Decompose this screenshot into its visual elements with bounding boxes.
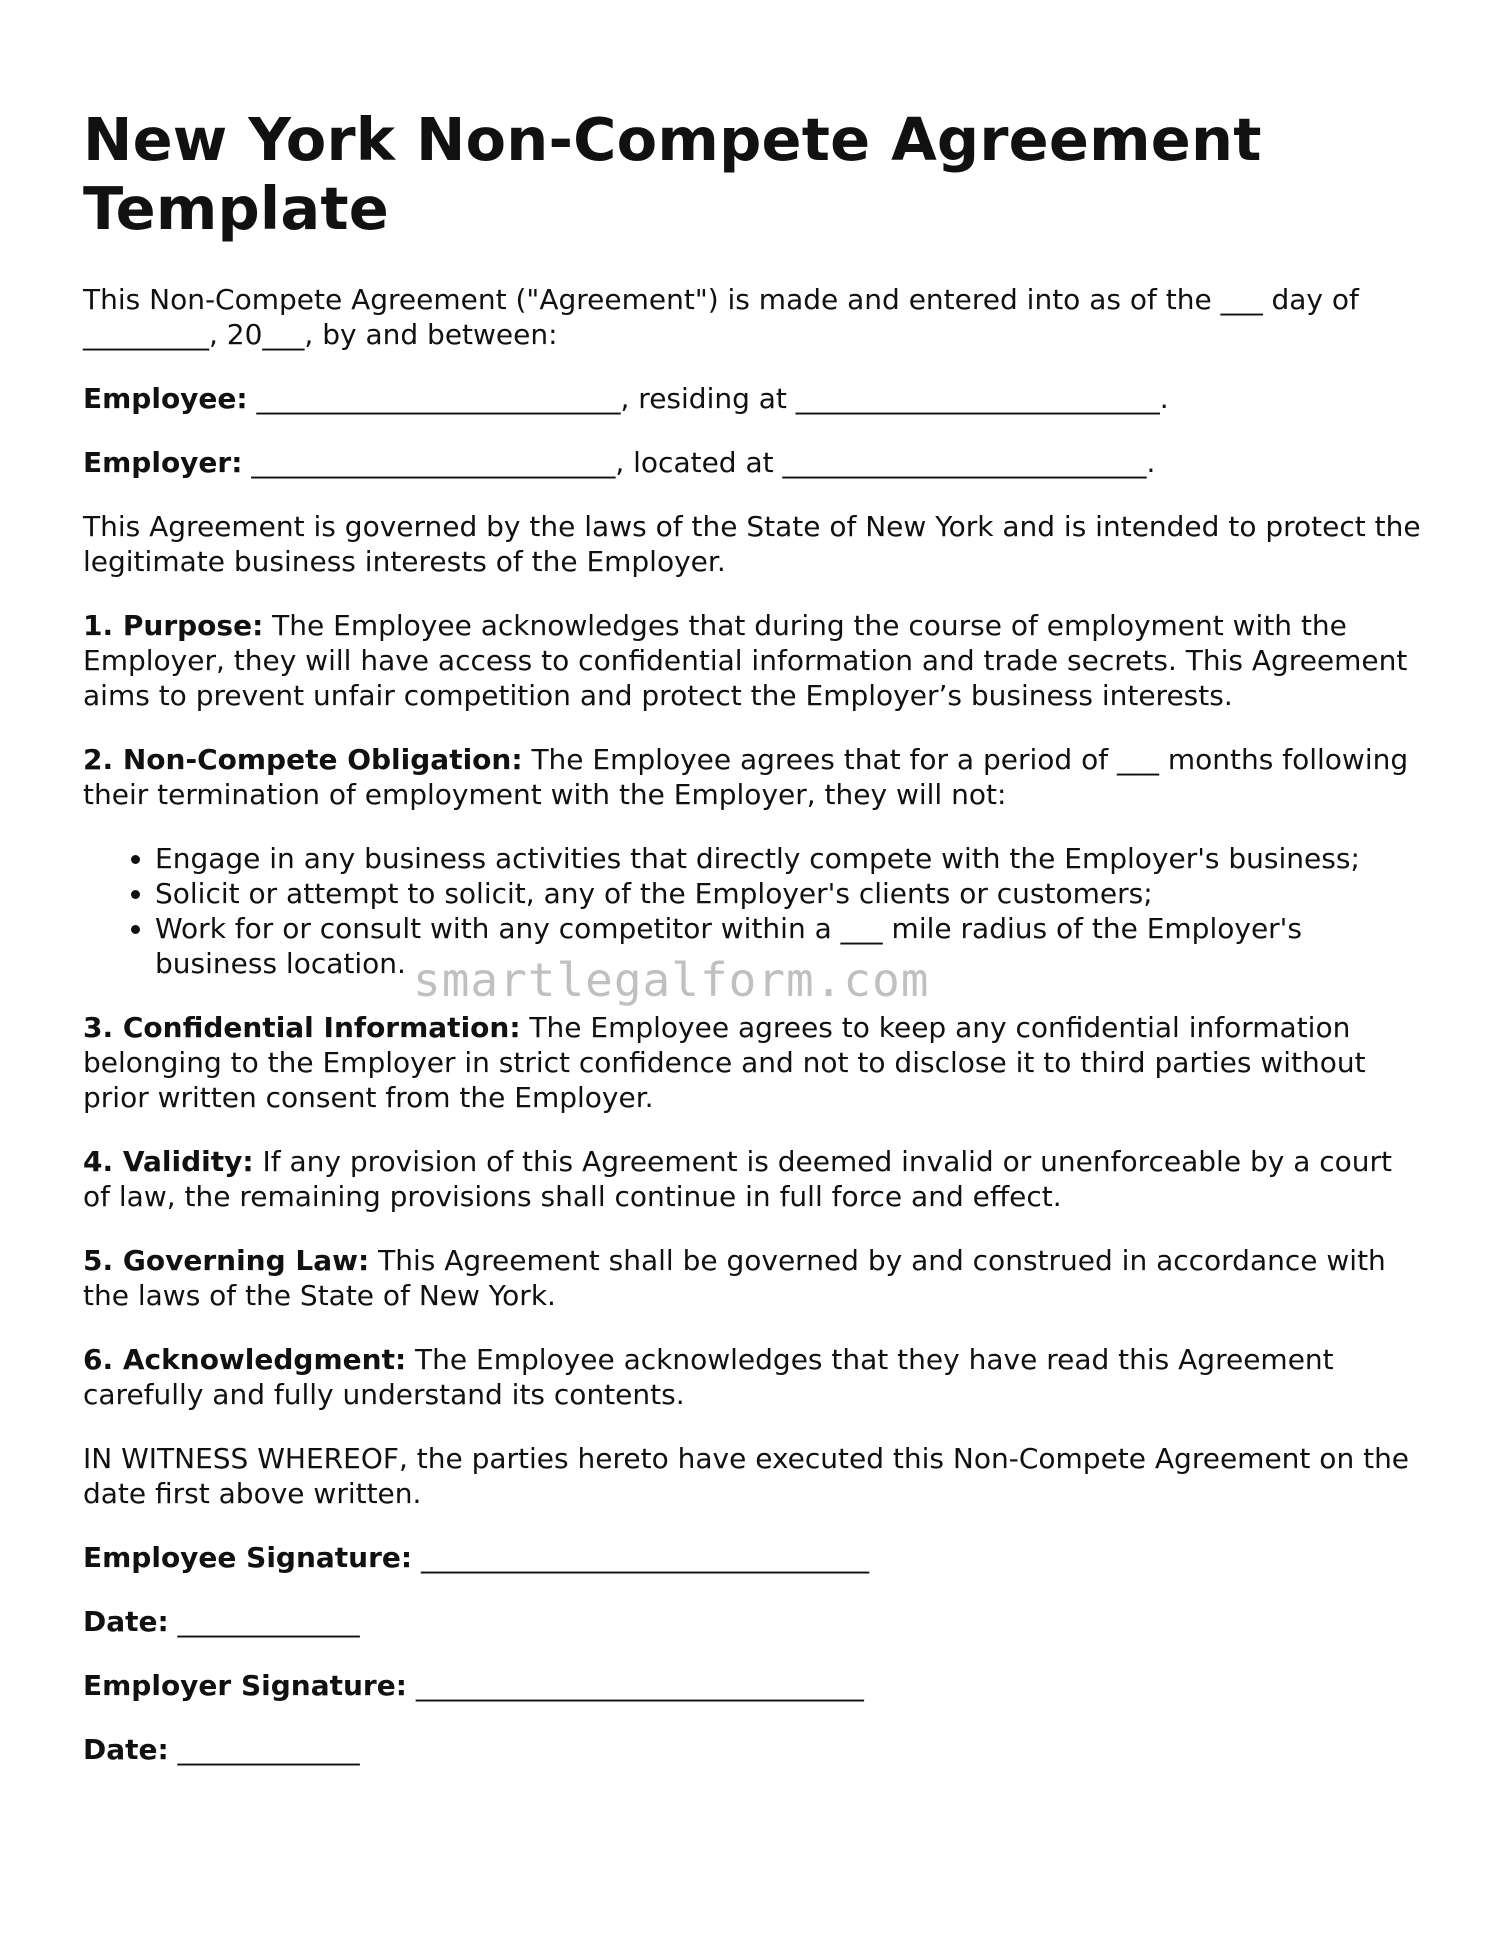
employee-fill: __________________________, residing at __________________________. [247,382,1169,415]
signature-label: Employee Signature: [83,1541,413,1574]
employer-label: Employer: [83,446,243,479]
employee-label: Employee: [83,382,248,415]
employer-line [83,445,1423,480]
employee-date-line[interactable] [83,1604,1423,1639]
section-text: The Employee agrees that for a period of ___ months following their termination of employment with the Employer, they will not: [83,743,1409,811]
date-blank: _____________ [168,1605,360,1638]
section-text: The Employee acknowledges that they have read this Agreement carefully and fully understand its contents. [83,1343,1334,1411]
obligation-list [83,841,1423,981]
section-text: The Employee acknowledges that during the course of employment with the Employer, they will have access to confidential information and trade secrets. This Agreement aims to prevent unfair competition and protect the Employer’s business interests. [83,609,1408,712]
section-heading: 3. Confidential Information: [83,1011,521,1044]
signature-label: Employer Signature: [83,1669,407,1702]
section-governing-law [83,1243,1423,1313]
witness-paragraph: IN WITNESS WHEREOF, the parties hereto have executed this Non-Compete Agreement on the date first above written. [83,1442,1410,1510]
section-heading: 1. Purpose: [83,609,264,642]
signature-blank: ________________________________ [412,1541,870,1574]
document-page [83,105,1423,1796]
section-text: This Agreement shall be governed by and construed in accordance with the laws of the State of New York. [83,1244,1386,1312]
intro-paragraph: This Non-Compete Agreement ("Agreement") is made and entered into as of the ___ day of _________, 20___, by and between: [83,283,1359,351]
section-purpose [83,608,1423,713]
document-title: New York Non-Compete Agreement Template [83,105,1262,243]
section-heading: 4. Validity: [83,1145,254,1178]
list-item: • Engage in any business activities that directly compete with the Employer's business; [155,841,1423,876]
employer-fill: __________________________, located at __________________________. [242,446,1156,479]
employee-signature-line[interactable] [83,1540,1423,1575]
section-heading: 2. Non-Compete Obligation: [83,743,523,776]
section-validity [83,1144,1423,1214]
date-label: Date: [83,1605,169,1638]
section-text: The Employee agrees to keep any confidential information belonging to the Employer in strict confidence and not to disclose it to third parties without prior written consent from the Employer. [83,1011,1366,1114]
section-confidential [83,1010,1423,1115]
employer-signature-line[interactable] [83,1668,1423,1703]
employee-line [83,381,1423,416]
list-item: • Solicit or attempt to solicit, any of the Employer's clients or customers; [155,876,1423,911]
section-heading: 5. Governing Law: [83,1244,370,1277]
date-blank: _____________ [168,1733,360,1766]
employer-date-line[interactable] [83,1732,1423,1767]
date-label: Date: [83,1733,169,1766]
list-item: • Work for or consult with any competitor within a ___ mile radius of the Employer's business location. [155,911,1423,981]
signature-block [83,1540,1423,1767]
section-acknowledgment [83,1342,1423,1412]
watermark: smartlegalform.com [413,953,930,1007]
section-non-compete [83,742,1423,812]
governed-paragraph: This Agreement is governed by the laws of the State of New York and is intended to protect the legitimate business interests of the Employer. [83,510,1421,578]
section-text: If any provision of this Agreement is deemed invalid or unenforceable by a court of law, the remaining provisions shall continue in full force and effect. [83,1145,1393,1213]
section-heading: 6. Acknowledgment: [83,1343,407,1376]
signature-blank: ________________________________ [406,1669,864,1702]
